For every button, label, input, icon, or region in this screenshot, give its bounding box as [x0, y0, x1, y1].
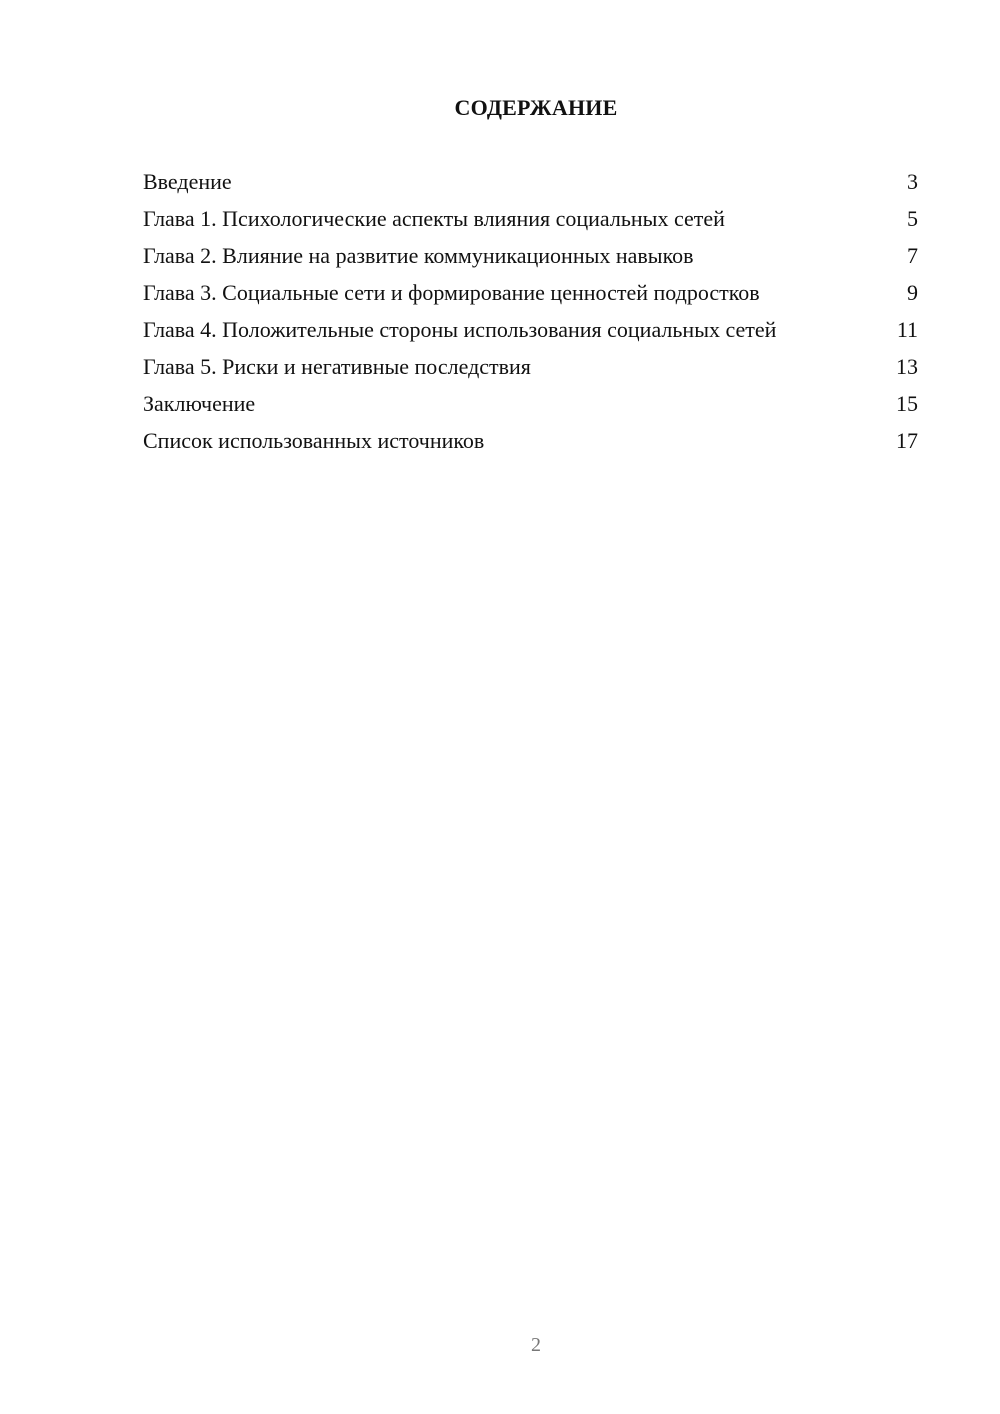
toc-entry[interactable]: [143, 353, 918, 380]
page-number: 2: [531, 1334, 541, 1356]
toc-entry-title: Глава 2. Влияние на развитие коммуникационных навыков: [143, 243, 694, 268]
toc-entry-title: Глава 3. Социальные сети и формирование ценностей подростков: [143, 280, 760, 305]
toc-entry[interactable]: [143, 316, 918, 343]
toc-entry-title: Список использованных источников: [143, 428, 485, 453]
toc-entry[interactable]: [143, 242, 918, 269]
toc-entry-title: Глава 1. Психологические аспекты влияния социальных сетей: [143, 206, 725, 231]
toc-entry-title: Заключение: [143, 391, 256, 416]
toc-entry-page: 11: [896, 317, 918, 342]
toc-entry[interactable]: [143, 168, 918, 195]
table-of-contents: [143, 168, 918, 464]
toc-entry-page: 5: [907, 206, 918, 231]
toc-entry[interactable]: [143, 390, 918, 417]
toc-entry-title: Глава 5. Риски и негативные последствия: [143, 354, 531, 379]
toc-entry-page: 7: [907, 243, 918, 268]
page-title: СОДЕРЖАНИЕ: [454, 95, 618, 120]
toc-entry[interactable]: [143, 205, 918, 232]
toc-entry-page: 13: [896, 354, 918, 379]
toc-entry-page: 15: [896, 391, 918, 416]
toc-entry-page: 3: [907, 169, 918, 194]
toc-entry[interactable]: [143, 279, 918, 306]
toc-entry-page: 9: [907, 280, 918, 305]
toc-entry-title: Глава 4. Положительные стороны использования социальных сетей: [143, 317, 777, 342]
toc-entry-title: Введение: [143, 169, 232, 194]
toc-entry[interactable]: [143, 427, 918, 454]
toc-entry-page: 17: [896, 428, 918, 453]
